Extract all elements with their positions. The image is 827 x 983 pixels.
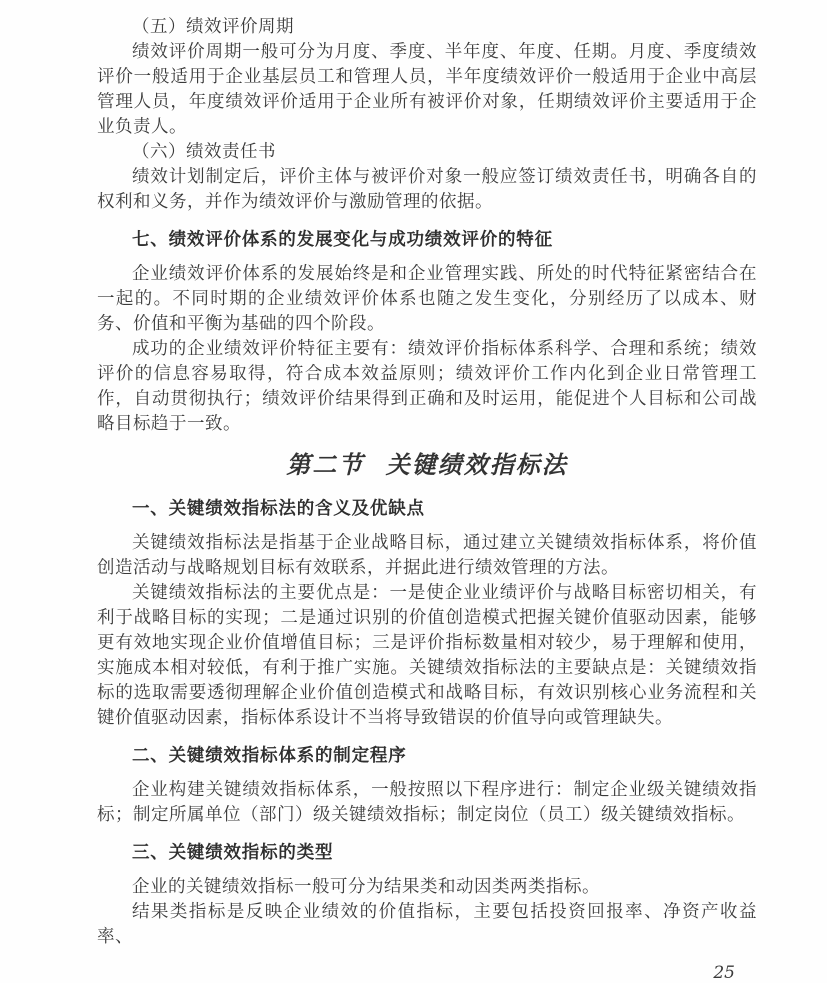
paragraph-kpi-types: 企业的关键绩效指标一般可分为结果类和动因类两类指标。	[132, 876, 600, 896]
sub-heading-performance-evaluation-cycle: （五）绩效评价周期	[132, 16, 294, 36]
heading-kpi-types: 三、关键绩效指标的类型	[132, 842, 334, 862]
section-title-text: 关键绩效指标法	[385, 450, 568, 479]
paragraph-responsibility-letter: 绩效计划制定后，评价主体与被评价对象一般应签订绩效责任书，明确各自的权利和义务，并作为绩效评价与激励管理的依据。	[97, 166, 757, 211]
sub-heading-performance-responsibility-letter: （六）绩效责任书	[132, 141, 276, 161]
heading-kpi-system-procedure: 二、关键绩效指标体系的制定程序	[132, 745, 407, 765]
section-number-label: 第二节	[286, 450, 365, 479]
section-title-kpi-method	[97, 448, 757, 482]
heading-kpi-meaning-pros-cons: 一、关键绩效指标法的含义及优缺点	[132, 498, 425, 518]
paragraph-kpi-pros-cons: 关键绩效指标法的主要优点是：一是使企业业绩评价与战略目标密切相关，有利于战略目标的实现；二是通过识别的价值创造模式把握关键价值驱动因素，能够更有效地实现企业价值增值目标；三是评价指标数量相对较少，易于理解和使用，实施成本相对较低，有利于推广实施。关键绩效指标法的主要缺点是：关键绩效指标的选取需要透彻理解企业价值创造模式和战略目标，有效识别核心业务流程和关键价值驱动因素，指标体系设计不当将导致错误的价值导向或管理缺失。	[97, 582, 757, 727]
paragraph-kpi-definition: 关键绩效指标法是指基于企业战略目标，通过建立关键绩效指标体系，将价值创造活动与战略规划目标有效联系，并据此进行绩效管理的方法。	[97, 532, 757, 577]
page-number: 25	[713, 963, 735, 983]
paragraph-success-characteristics: 成功的企业绩效评价特征主要有：绩效评价指标体系科学、合理和系统；绩效评价的信息容易取得，符合成本效益原则；绩效评价工作内化到企业日常管理工作，自动贯彻执行；绩效评价结果得到正确和及时运用，能促进个人目标和公司战略目标趋于一致。	[97, 338, 757, 433]
paragraph-evaluation-cycle: 绩效评价周期一般可分为月度、季度、半年度、年度、任期。月度、季度绩效评价一般适用于企业基层员工和管理人员，半年度绩效评价一般适用于企业中高层管理人员，年度绩效评价适用于企业所有被评价对象，任期绩效评价主要适用于企业负责人。	[97, 41, 757, 136]
paragraph-kpi-procedure: 企业构建关键绩效指标体系，一般按照以下程序进行：制定企业级关键绩效指标；制定所属单位（部门）级关键绩效指标；制定岗位（员工）级关键绩效指标。	[97, 779, 757, 824]
heading-evaluation-system-development: 七、绩效评价体系的发展变化与成功绩效评价的特征	[132, 229, 553, 249]
paragraph-result-indicators: 结果类指标是反映企业绩效的价值指标，主要包括投资回报率、净资产收益率、	[97, 901, 757, 946]
paragraph-system-development: 企业绩效评价体系的发展始终是和企业管理实践、所处的时代特征紧密结合在一起的。不同时期的企业绩效评价体系也随之发生变化，分别经历了以成本、财务、价值和平衡为基础的四个阶段。	[97, 263, 757, 333]
page-content	[97, 14, 757, 983]
